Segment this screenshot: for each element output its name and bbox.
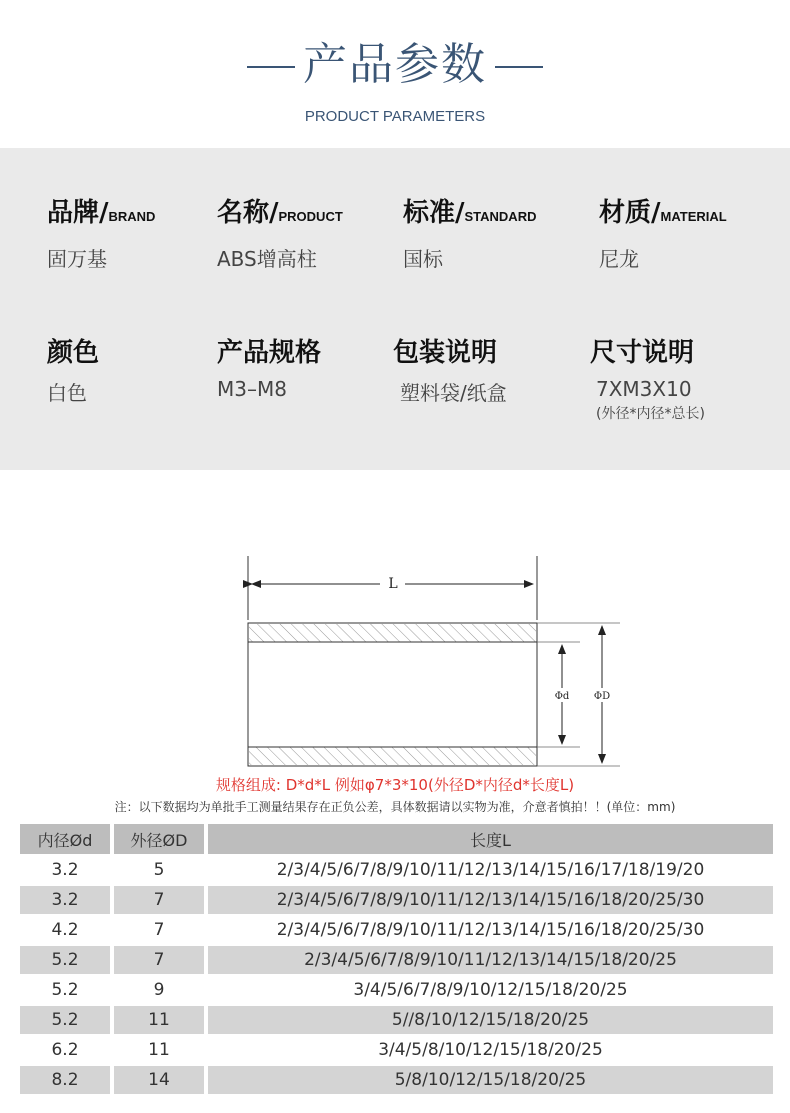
- param-brand-value: 固万基: [47, 247, 107, 271]
- param-color-value: 白色: [47, 381, 87, 405]
- table-header-row: [20, 824, 773, 854]
- cell-length: 3/4/5/8/10/12/15/18/20/25: [208, 1036, 773, 1064]
- sleeve-outline: [248, 623, 537, 766]
- cell-inner: 8.2: [20, 1066, 114, 1094]
- param-packaging-label: 包装说明: [393, 338, 498, 368]
- param-size-note: (外径*内径*总长): [596, 406, 705, 422]
- cell-length: 2/3/4/5/6/7/8/9/10/11/12/13/14/15/16/17/18/19/20: [208, 856, 773, 884]
- page-subtitle: PRODUCT PARAMETERS: [304, 108, 486, 125]
- length-label: L: [388, 576, 398, 592]
- cell-inner: 3.2: [20, 856, 114, 884]
- cell-length: 5//8/10/12/15/18/20/25: [208, 1006, 773, 1034]
- header-outer-diameter: 外径ØD: [114, 824, 208, 854]
- table-row: [20, 916, 773, 944]
- param-color: [47, 332, 99, 406]
- table-row: [20, 886, 773, 914]
- title-right-dash: [495, 66, 543, 68]
- header-inner-diameter: 内径Ød: [20, 824, 114, 854]
- cell-length: 2/3/4/5/6/7/8/9/10/11/12/13/14/15/16/18/20/25/30: [208, 886, 773, 914]
- param-size-label: 尺寸说明: [590, 338, 695, 368]
- table-row: [20, 976, 773, 1004]
- table-row: [20, 1006, 773, 1034]
- sleeve-wall-bottom: [249, 747, 536, 765]
- cell-outer: 9: [114, 976, 208, 1004]
- page-title: [0, 28, 790, 92]
- inner-diameter-label: Φd: [554, 691, 570, 702]
- param-material-value: 尼龙: [599, 247, 639, 271]
- param-size-value: 7XM3X10: [596, 377, 692, 401]
- param-name-label: 名称/PRODUCT: [217, 198, 343, 228]
- table-row: [20, 1036, 773, 1064]
- param-spec-value: M3–M8: [217, 377, 287, 401]
- cell-outer: 7: [114, 916, 208, 944]
- cell-outer: 7: [114, 946, 208, 974]
- outer-diameter-label: ΦD: [593, 691, 611, 702]
- cell-outer: 14: [114, 1066, 208, 1094]
- param-standard-label: 标准/STANDARD: [403, 198, 537, 228]
- cell-inner: 3.2: [20, 886, 114, 914]
- param-name-value: ABS增高柱: [217, 247, 317, 271]
- table-row: [20, 1066, 773, 1094]
- cell-inner: 5.2: [20, 946, 114, 974]
- table-row: [20, 856, 773, 884]
- cell-length: 2/3/4/5/6/7/8/9/10/11/12/13/14/15/16/18/20/25/30: [208, 916, 773, 944]
- param-material: [599, 192, 727, 272]
- param-size: [590, 332, 705, 423]
- cell-inner: 5.2: [20, 1006, 114, 1034]
- cell-outer: 5: [114, 856, 208, 884]
- size-table: [20, 822, 773, 1096]
- cell-outer: 11: [114, 1006, 208, 1034]
- table-row: [20, 946, 773, 974]
- param-standard-value: 国标: [403, 247, 443, 271]
- sleeve-dimension-diagram: [0, 548, 790, 768]
- params-panel: [0, 148, 790, 470]
- header-length: 长度L: [208, 824, 773, 854]
- param-standard: [403, 192, 536, 272]
- param-packaging-value: 塑料袋/纸盒: [400, 381, 507, 405]
- cell-inner: 6.2: [20, 1036, 114, 1064]
- measurement-disclaimer: 注：以下数据均为单批手工测量结果存在正负公差，具体数据请以实物为准，介意者慎拍！！(单位：mm): [114, 800, 676, 814]
- param-material-label: 材质/MATERIAL: [599, 198, 727, 228]
- cell-length: 3/4/5/6/7/8/9/10/12/15/18/20/25: [208, 976, 773, 1004]
- cell-inner: 4.2: [20, 916, 114, 944]
- param-spec: [217, 332, 321, 401]
- title-left-dash: [247, 66, 295, 68]
- param-color-label: 颜色: [47, 338, 100, 368]
- param-spec-label: 产品规格: [217, 338, 322, 368]
- param-name: [217, 192, 343, 272]
- param-packaging: [393, 332, 507, 406]
- param-brand: [47, 192, 155, 272]
- cell-length: 5/8/10/12/15/18/20/25: [208, 1066, 773, 1094]
- param-brand-label: 品牌/BRAND: [47, 198, 156, 228]
- cell-inner: 5.2: [20, 976, 114, 1004]
- cell-outer: 7: [114, 886, 208, 914]
- title-text: 产品参数: [303, 39, 487, 90]
- cell-outer: 11: [114, 1036, 208, 1064]
- sleeve-wall-top: [249, 624, 536, 642]
- spec-formula: 规格组成: D*d*L 例如φ7*3*10(外径D*内径d*长度L): [215, 776, 575, 794]
- cell-length: 2/3/4/5/6/7/8/9/10/11/12/13/14/15/18/20/25: [208, 946, 773, 974]
